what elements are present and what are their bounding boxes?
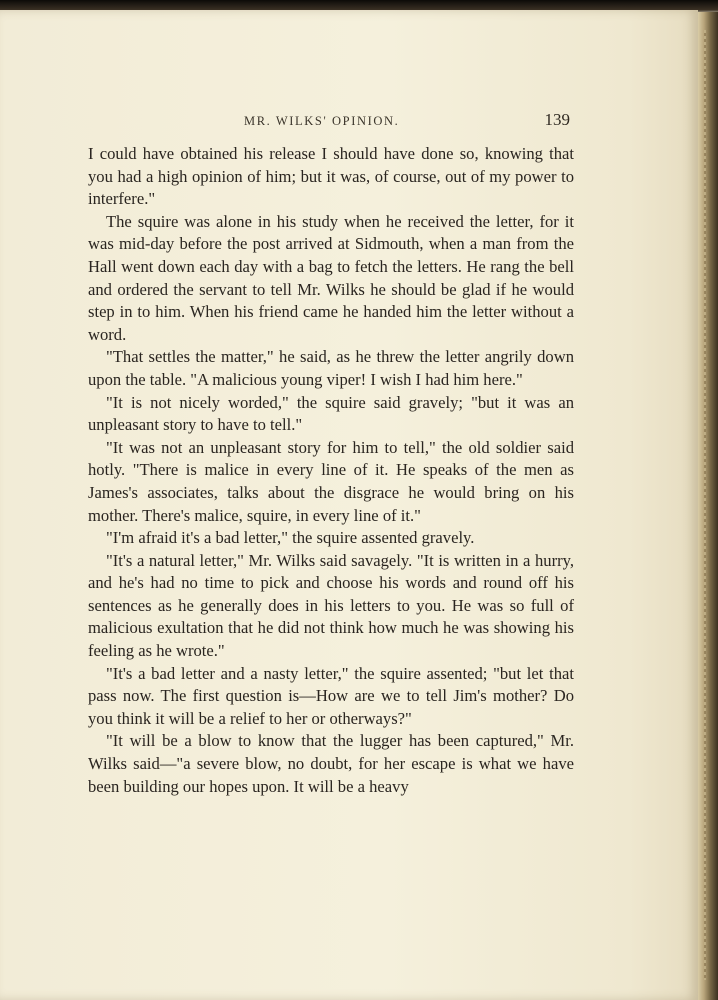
paragraph: "It's a bad letter and a nasty letter," the squire assented; "but let that pass now. The first question is—How are we to tell Jim's mother? Do you think it will be a relief to her or otherways?": [88, 663, 574, 728]
paragraph: I could have obtained his release I should have done so, knowing that you had a high opinion of him; but it was, of course, out of my power to interfere.": [88, 144, 574, 209]
paragraph: The squire was alone in his study when he received the letter, for it was mid-day before the post arrived at Sidmouth, when a man from the Hall went down each day with a bag to fetch the letters. He rang the bell and ordered the servant to tell Mr. Wilks he should be glad if he would step in to him. When his friend came he handed him the letter without a word.: [88, 211, 574, 344]
paragraph: "I'm afraid it's a bad letter," the squire assented gravely.: [106, 528, 475, 548]
running-title: MR. WILKS' OPINION.: [244, 114, 400, 128]
page-edges: [704, 30, 706, 980]
page-header: [88, 110, 572, 136]
page-number: 139: [544, 110, 570, 129]
paragraph: "It will be a blow to know that the lugger has been captured," Mr. Wilks said—"a severe blow, no doubt, for her escape is what we have been building our hopes upon. It will be a heavy: [88, 731, 574, 796]
paragraph: "That settles the matter," he said, as he threw the letter angrily down upon the table. "A malicious young viper! I wish I had him here.": [88, 347, 574, 389]
body-text: [88, 143, 574, 798]
paragraph: "It's a natural letter," Mr. Wilks said savagely. "It is written in a hurry, and he's had no time to pick and choose his words and round off his sentences as he generally does in his letters to you. He was so full of malicious exultation that he did not think how much he was showing his feeling as he wrote.": [88, 550, 574, 661]
paragraph: "It is not nicely worded," the squire said gravely; "but it was an unpleasant story to have to tell.": [88, 392, 574, 435]
book-spine: [698, 12, 718, 1000]
paragraph: "It was not an unpleasant story for him to tell," the old soldier said hotly. "There is malice in every line of it. He speaks of the men as James's associates, talks about the disgrace he would bring on his mother. There's malice, squire, in every line of it.": [88, 437, 574, 525]
